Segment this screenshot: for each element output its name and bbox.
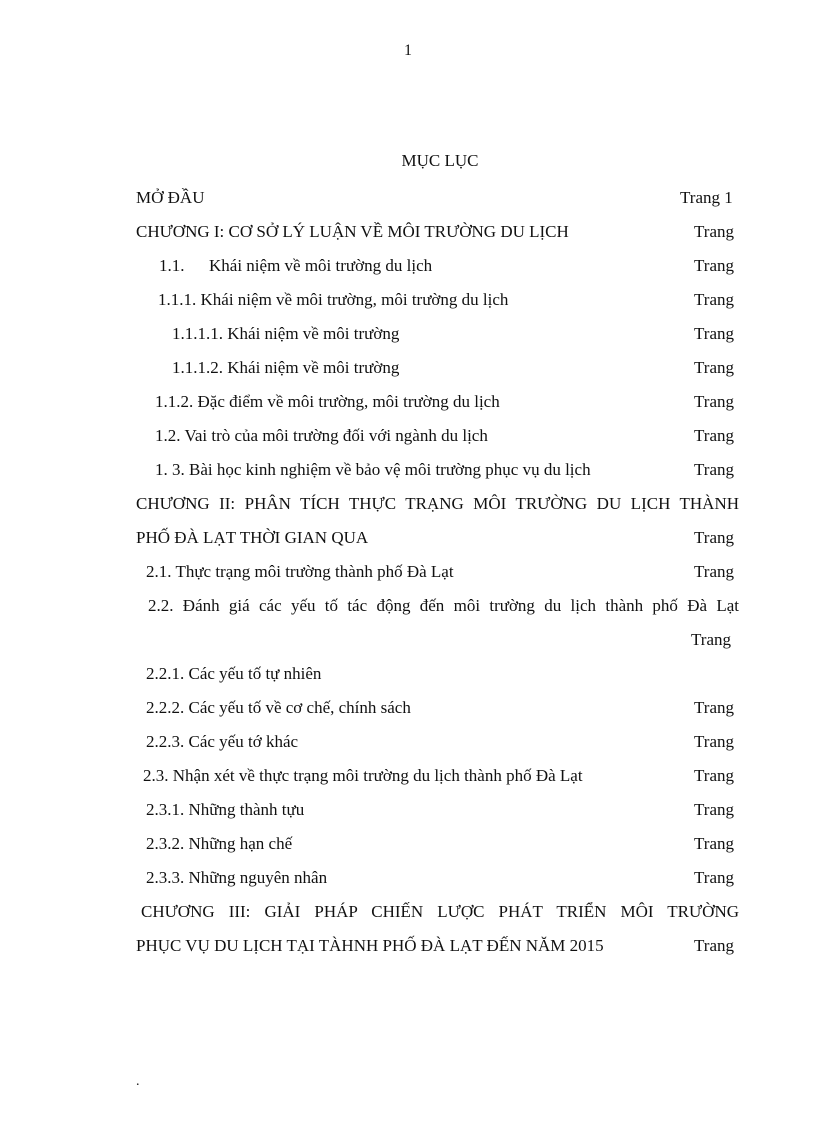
toc-entry-1-1-1-2[interactable] xyxy=(0,351,816,385)
toc-entry-2-3-1[interactable] xyxy=(0,793,816,827)
toc-entry-text: PHỐ ĐÀ LẠT THỜI GIAN QUA xyxy=(136,528,369,547)
toc-entry-page: Trang xyxy=(691,630,731,649)
toc-entry-2-3[interactable] xyxy=(0,759,816,793)
toc-entry-text: 1.2. Vai trò của môi trường đối với ngành du lịch xyxy=(155,426,488,445)
toc-entry-page: Trang xyxy=(694,290,734,309)
toc-entry-page: Trang xyxy=(694,834,734,853)
toc-entry-2-2-2[interactable] xyxy=(0,691,816,725)
toc-entry-text: 2.2.2. Các yếu tố về cơ chế, chính sách xyxy=(146,698,411,717)
toc-entry-chuong-1[interactable] xyxy=(0,215,816,249)
page-number: 1 xyxy=(404,42,412,59)
toc-entry-page: Trang xyxy=(694,358,734,377)
footer-mark: . xyxy=(136,1074,140,1089)
toc-entry-page: Trang xyxy=(694,732,734,751)
toc-title: MỤC LỤC xyxy=(401,151,479,170)
toc-entry-page: Trang xyxy=(694,698,734,717)
toc-entry-2-1[interactable] xyxy=(0,555,816,589)
toc-entry-mo-dau[interactable] xyxy=(0,181,816,215)
toc-entry-text: 1.1.1.2. Khái niệm về môi trường xyxy=(172,358,400,377)
toc-entry-2-2-page[interactable] xyxy=(0,623,816,657)
toc-entry-page: Trang xyxy=(694,528,734,547)
toc-entry-page: Trang xyxy=(694,324,734,343)
toc-entry-2-2[interactable] xyxy=(0,589,816,623)
toc-entry-text: Khái niệm về môi trường du lịch xyxy=(209,256,433,275)
toc-entry-1-1-1-1[interactable] xyxy=(0,317,816,351)
toc-entry-text: 2.3.3. Những nguyên nhân xyxy=(146,868,328,887)
toc-entry-text: CHƯƠNG I: CƠ SỞ LÝ LUẬN VỀ MÔI TRƯỜNG DU LỊCH xyxy=(136,222,569,241)
toc-entry-number: 1.1. xyxy=(159,256,185,275)
toc-entry-page: Trang xyxy=(694,392,734,411)
toc-entry-text: CHƯƠNG II: PHÂN TÍCH THỰC TRẠNG MÔI TRƯỜNG DU LỊCH THÀNH xyxy=(136,494,739,513)
toc-entry-1-1-1[interactable] xyxy=(0,283,816,317)
toc-entry-text: MỞ ĐẦU xyxy=(136,188,205,207)
toc-entry-page: Trang xyxy=(694,256,734,275)
toc-entry-2-2-3[interactable] xyxy=(0,725,816,759)
toc-entry-text: 2.3. Nhận xét về thực trạng môi trường du lịch thành phố Đà Lạt xyxy=(143,766,583,785)
toc-entry-page: Trang xyxy=(694,222,734,241)
toc-entry-page: Trang xyxy=(694,426,734,445)
toc-entry-page: Trang xyxy=(694,936,734,955)
toc-entry-text: 2.2.1. Các yếu tố tự nhiên xyxy=(146,664,322,683)
toc-entry-chuong-3-line1[interactable] xyxy=(0,895,816,929)
toc-entry-1-1-2[interactable] xyxy=(0,385,816,419)
toc-entry-text: 1.1.1. Khái niệm về môi trường, môi trường du lịch xyxy=(158,290,509,309)
toc-entry-text: CHƯƠNG III: GIẢI PHÁP CHIẾN LƯỢC PHÁT TRIỂN MÔI TRƯỜNG xyxy=(141,902,739,921)
toc-entry-1-1[interactable] xyxy=(0,249,816,283)
toc-entry-page: Trang xyxy=(694,766,734,785)
toc-entry-text: 1.1.2. Đặc điểm về môi trường, môi trường du lịch xyxy=(155,392,500,411)
toc-entry-1-3[interactable] xyxy=(0,453,816,487)
toc-entry-text: 2.3.1. Những thành tựu xyxy=(146,800,305,819)
toc-entry-page: Trang xyxy=(694,460,734,479)
toc-entry-text: 1.1.1.1. Khái niệm về môi trường xyxy=(172,324,400,343)
toc-entry-page: Trang xyxy=(694,800,734,819)
toc-entry-page: Trang 1 xyxy=(680,188,733,207)
toc-entry-text: 1. 3. Bài học kinh nghiệm về bảo vệ môi trường phục vụ du lịch xyxy=(155,460,591,479)
toc-entry-1-2[interactable] xyxy=(0,419,816,453)
toc-entry-text: 2.1. Thực trạng môi trường thành phố Đà Lạt xyxy=(146,562,454,581)
toc-entry-text: 2.3.2. Những hạn chế xyxy=(146,834,293,853)
toc-entry-chuong-3-line2[interactable] xyxy=(0,929,816,963)
toc-entry-page: Trang xyxy=(694,868,734,887)
toc-entry-page: Trang xyxy=(694,562,734,581)
toc-entry-chuong-2-line2[interactable] xyxy=(0,521,816,555)
toc-entry-text: PHỤC VỤ DU LỊCH TẠI TÀHNH PHỐ ĐÀ LẠT ĐẾN NĂM 2015 xyxy=(136,936,604,955)
toc-entry-2-3-2[interactable] xyxy=(0,827,816,861)
toc-entry-text: 2.2. Đánh giá các yếu tố tác động đến môi trường du lịch thành phố Đà Lạt xyxy=(148,596,739,615)
toc-entry-chuong-2-line1[interactable] xyxy=(0,487,816,521)
toc-entry-2-2-1[interactable] xyxy=(0,657,816,691)
toc-entry-2-3-3[interactable] xyxy=(0,861,816,895)
toc-entry-text: 2.2.3. Các yếu tớ khác xyxy=(146,732,299,751)
